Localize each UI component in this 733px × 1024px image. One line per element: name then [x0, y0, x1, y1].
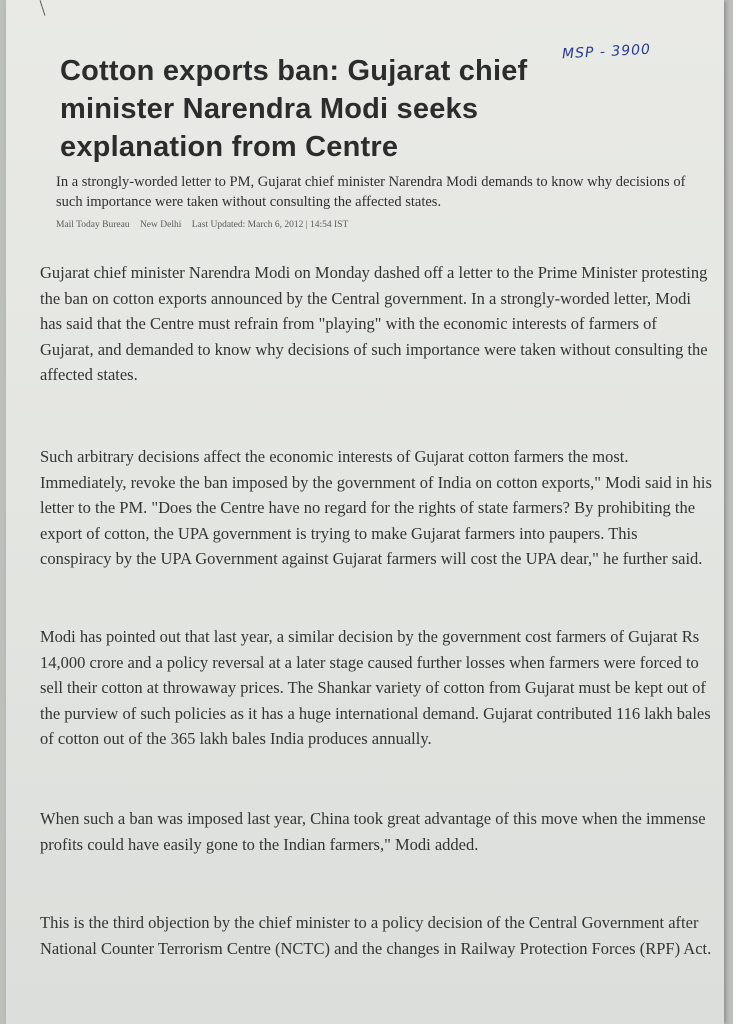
- body-paragraph: Such arbitrary decisions affect the economic interests of Gujarat cotton farmers the most. Immediately, revoke the ban imposed by the government of India on cotton exports," Modi said in his letter to the PM. "Does the Centre have no regard for the rights of state farmers? By prohibiting the export of cotton, the UPA government is trying to make Gujarat farmers into paupers. This conspiracy by the UPA Government against Gujarat farmers will cost the UPA dear," he further said.: [40, 447, 712, 568]
- body-paragraph: Modi has pointed out that last year, a similar decision by the government cost farmers of Gujarat Rs 14,000 crore and a policy reversal at a later stage caused further losses when farmers were forced to sell their cotton at throwaway prices. The Shankar variety of cotton from Gujarat must be kept out of the purview of such policies as it has a huge international demand. Gujarat contributed 116 lakh bales of cotton out of the 365 lakh bales India produces annually.: [40, 627, 711, 748]
- byline: [56, 220, 576, 230]
- pen-mark: [40, 0, 46, 16]
- body-paragraph: This is the third objection by the chief minister to a policy decision of the Central Government after National Counter Terrorism Centre (NCTC) and the changes in Railway Protection Forces (RPF) Act.: [40, 913, 712, 958]
- article-summary: In a strongly-worded letter to PM, Gujarat chief minister Narendra Modi demands to know why decisions of such importance were taken without consulting the affected states.: [56, 174, 686, 210]
- byline-source: Mail Today Bureau: [56, 220, 130, 230]
- body-paragraph: Gujarat chief minister Narendra Modi on Monday dashed off a letter to the Prime Minister protesting the ban on cotton exports announced by the Central government. In a strongly-worded letter, Modi has said that the Centre must refrain from "playing" with the economic interests of farmers of Gujarat, and demanded to know why decisions of such importance were taken without consulting the affected states.: [40, 263, 708, 384]
- article-headline: Cotton exports ban: Gujarat chief minister Narendra Modi seeks explanation from Centre: [60, 55, 528, 163]
- byline-location: New Delhi: [139, 220, 182, 230]
- body-paragraph: When such a ban was imposed last year, China took great advantage of this move when the immense profits could have easily gone to the Indian farmers," Modi added.: [40, 809, 706, 854]
- byline-updated: Last Updated: March 6, 2012 | 14:54 IST: [191, 220, 349, 230]
- printed-page: [6, 0, 724, 1024]
- handwritten-note: MSP - 3900: [561, 41, 652, 63]
